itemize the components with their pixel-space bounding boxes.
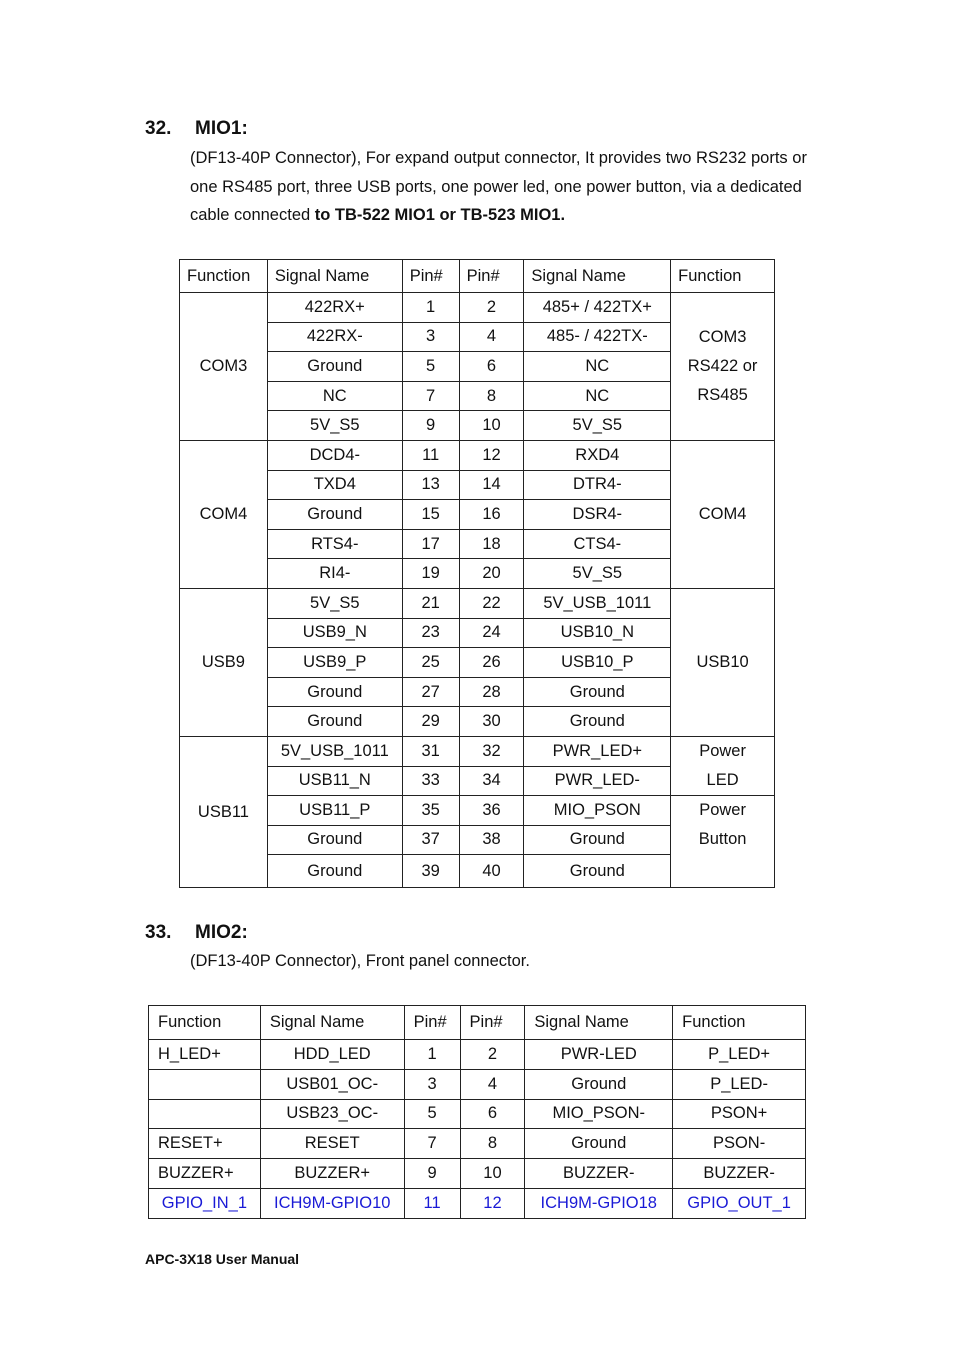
function-cell-line: USB10: [696, 652, 749, 671]
signal-name-cell: DTR4-: [524, 470, 671, 500]
power-led-function-cell: [671, 736, 775, 795]
pin-cell: 10: [459, 411, 524, 441]
function-cell: COM4: [180, 440, 268, 588]
signal-name-cell: 485- / 422TX-: [524, 322, 671, 352]
pin-cell: 7: [404, 1129, 460, 1159]
function-cell: BUZZER+: [149, 1159, 261, 1189]
signal-name-cell: MIO_PSON: [524, 796, 671, 826]
signal-name-cell: 5V_USB_1011: [524, 588, 671, 618]
description-text: (DF13-40P Connector), For expand output connector, It provides two RS232 ports or one RS485 port, three USB ports, one power led, one power button, via a dedicated cable connected: [190, 149, 807, 224]
pin-cell: 37: [402, 825, 459, 855]
pin-cell: 8: [459, 381, 524, 411]
pin-cell: 10: [460, 1159, 525, 1189]
pin-cell: 6: [460, 1099, 525, 1129]
power-led-function-cell-line: LED: [706, 771, 739, 789]
pin-cell: 3: [402, 322, 459, 352]
header-cell: Function: [671, 260, 775, 293]
signal-name-cell: PWR-LED: [525, 1040, 673, 1070]
header-cell: Pin#: [402, 260, 459, 293]
pin-cell: 36: [459, 796, 524, 826]
header-cell: Signal Name: [260, 1006, 404, 1040]
header-cell: Function: [673, 1006, 806, 1040]
pin-cell: 19: [402, 559, 459, 589]
signal-name-cell: Ground: [524, 677, 671, 707]
function-cell-line: RS485: [697, 385, 748, 404]
function-cell-line: RS422 or: [687, 356, 758, 375]
signal-name-cell: Ground: [524, 707, 671, 737]
table-row: [149, 1069, 806, 1099]
signal-name-cell: 5V_S5: [267, 588, 402, 618]
pin-cell: 40: [459, 855, 524, 888]
section-number: 32.: [145, 118, 172, 139]
pin-cell: 30: [459, 707, 524, 737]
signal-name-cell: Ground: [267, 855, 402, 888]
power-button-function-cell: [671, 796, 775, 888]
pin-cell: 20: [459, 559, 524, 589]
table-row: [149, 1159, 806, 1189]
signal-name-cell: Ground: [525, 1129, 673, 1159]
pin-cell: 38: [459, 825, 524, 855]
pin-cell: 11: [404, 1188, 460, 1218]
signal-name-cell: Ground: [267, 500, 402, 530]
signal-name-cell: USB11_P: [267, 796, 402, 826]
signal-name-cell: USB11_N: [267, 766, 402, 796]
section-33-description: (DF13-40P Connector), Front panel connector.: [190, 952, 530, 970]
signal-name-cell: USB9_P: [267, 648, 402, 678]
function-cell: [671, 588, 775, 736]
pin-cell: 31: [402, 736, 459, 766]
pin-cell: 15: [402, 500, 459, 530]
table-header-row: [149, 1006, 806, 1040]
pin-cell: 35: [402, 796, 459, 826]
table-row: [180, 293, 775, 323]
header-cell: Pin#: [460, 1006, 525, 1040]
pin-cell: 3: [404, 1069, 460, 1099]
function-cell: H_LED+: [149, 1040, 261, 1070]
pin-cell: 1: [404, 1040, 460, 1070]
table-header-row: [180, 260, 775, 293]
header-cell: Signal Name: [267, 260, 402, 293]
signal-name-cell: Ground: [524, 855, 671, 888]
function-cell-line: COM3: [698, 327, 747, 346]
signal-name-cell: RESET: [260, 1129, 404, 1159]
pin-cell: 11: [402, 440, 459, 470]
pin-cell: 23: [402, 618, 459, 648]
signal-name-cell: CTS4-: [524, 529, 671, 559]
signal-name-cell: USB10_N: [524, 618, 671, 648]
pin-cell: 25: [402, 648, 459, 678]
pin-cell: 33: [402, 766, 459, 796]
signal-name-cell: ICH9M-GPIO18: [525, 1188, 673, 1218]
pin-cell: 9: [402, 411, 459, 441]
function-cell: BUZZER-: [673, 1159, 806, 1189]
signal-name-cell: 422RX+: [267, 293, 402, 323]
pin-cell: 34: [459, 766, 524, 796]
function-cell: RESET+: [149, 1129, 261, 1159]
signal-name-cell: BUZZER+: [260, 1159, 404, 1189]
pin-cell: 24: [459, 618, 524, 648]
table-row: [180, 440, 775, 470]
function-cell: GPIO_OUT_1: [673, 1188, 806, 1218]
header-cell: Signal Name: [525, 1006, 673, 1040]
signal-name-cell: NC: [524, 381, 671, 411]
signal-name-cell: 5V_USB_1011: [267, 736, 402, 766]
table-row: [149, 1129, 806, 1159]
table-row-gpio: [149, 1188, 806, 1218]
table-row: [149, 1040, 806, 1070]
signal-name-cell: PWR_LED+: [524, 736, 671, 766]
header-cell: Pin#: [404, 1006, 460, 1040]
pin-cell: 26: [459, 648, 524, 678]
table-row: [149, 1099, 806, 1129]
table-row: [180, 736, 775, 766]
signal-name-cell: USB23_OC-: [260, 1099, 404, 1129]
signal-name-cell: RI4-: [267, 559, 402, 589]
pin-cell: 4: [460, 1069, 525, 1099]
signal-name-cell: 5V_S5: [267, 411, 402, 441]
function-cell: P_LED-: [673, 1069, 806, 1099]
power-led-function-cell-line: Power: [699, 742, 746, 760]
pin-cell: 29: [402, 707, 459, 737]
function-cell: USB11: [180, 736, 268, 887]
signal-name-cell: RTS4-: [267, 529, 402, 559]
power-button-function-cell-line: Power: [699, 801, 746, 820]
section-32-heading: [145, 118, 248, 140]
mio2-pin-table: [148, 1005, 806, 1219]
signal-name-cell: Ground: [524, 825, 671, 855]
pin-cell: 12: [459, 440, 524, 470]
pin-cell: 39: [402, 855, 459, 888]
signal-name-cell: 5V_S5: [524, 411, 671, 441]
section-32-description: [190, 144, 810, 230]
signal-name-cell: ICH9M-GPIO10: [260, 1188, 404, 1218]
pin-cell: 7: [402, 381, 459, 411]
signal-name-cell: NC: [524, 352, 671, 382]
signal-name-cell: PWR_LED-: [524, 766, 671, 796]
signal-name-cell: Ground: [525, 1069, 673, 1099]
signal-name-cell: 422RX-: [267, 322, 402, 352]
pin-cell: 16: [459, 500, 524, 530]
signal-name-cell: HDD_LED: [260, 1040, 404, 1070]
pin-cell: 6: [459, 352, 524, 382]
pin-cell: 4: [459, 322, 524, 352]
section-33-heading: [145, 922, 248, 944]
section-number: 33.: [145, 922, 172, 943]
pin-cell: 13: [402, 470, 459, 500]
section-title: MIO1:: [195, 118, 248, 139]
pin-cell: 32: [459, 736, 524, 766]
pin-cell: 8: [460, 1129, 525, 1159]
function-cell: COM3: [180, 293, 268, 441]
table-row: [180, 796, 775, 826]
signal-name-cell: Ground: [267, 707, 402, 737]
signal-name-cell: MIO_PSON-: [525, 1099, 673, 1129]
power-button-function-cell-line: Button: [698, 830, 747, 849]
signal-name-cell: USB01_OC-: [260, 1069, 404, 1099]
function-cell-line: COM4: [698, 504, 747, 523]
mio1-pin-table: [179, 259, 775, 888]
signal-name-cell: Ground: [267, 677, 402, 707]
signal-name-cell: 485+ / 422TX+: [524, 293, 671, 323]
function-cell: [671, 440, 775, 588]
function-cell: [149, 1099, 261, 1129]
pin-cell: 5: [402, 352, 459, 382]
function-cell: PSON+: [673, 1099, 806, 1129]
signal-name-cell: NC: [267, 381, 402, 411]
function-cell: GPIO_IN_1: [149, 1188, 261, 1218]
function-cell: PSON-: [673, 1129, 806, 1159]
signal-name-cell: Ground: [267, 352, 402, 382]
function-cell: [671, 293, 775, 441]
signal-name-cell: RXD4: [524, 440, 671, 470]
signal-name-cell: USB10_P: [524, 648, 671, 678]
pin-cell: 2: [459, 293, 524, 323]
pin-cell: 14: [459, 470, 524, 500]
signal-name-cell: TXD4: [267, 470, 402, 500]
signal-name-cell: BUZZER-: [525, 1159, 673, 1189]
header-cell: Pin#: [459, 260, 524, 293]
description-bold-text: to TB-522 MIO1 or TB-523 MIO1.: [314, 206, 566, 224]
table-row: [180, 588, 775, 618]
signal-name-cell: USB9_N: [267, 618, 402, 648]
pin-cell: 28: [459, 677, 524, 707]
header-cell: Signal Name: [524, 260, 671, 293]
signal-name-cell: 5V_S5: [524, 559, 671, 589]
signal-name-cell: DCD4-: [267, 440, 402, 470]
signal-name-cell: Ground: [267, 825, 402, 855]
pin-cell: 9: [404, 1159, 460, 1189]
function-cell: USB9: [180, 588, 268, 736]
section-title: MIO2:: [195, 922, 248, 943]
function-cell: P_LED+: [673, 1040, 806, 1070]
header-cell: Function: [180, 260, 268, 293]
function-cell: [149, 1069, 261, 1099]
pin-cell: 27: [402, 677, 459, 707]
footer-manual-title: APC-3X18 User Manual: [145, 1251, 300, 1267]
pin-cell: 2: [460, 1040, 525, 1070]
pin-cell: 22: [459, 588, 524, 618]
pin-cell: 1: [402, 293, 459, 323]
pin-cell: 21: [402, 588, 459, 618]
header-cell: Function: [149, 1006, 261, 1040]
pin-cell: 5: [404, 1099, 460, 1129]
pin-cell: 17: [402, 529, 459, 559]
signal-name-cell: DSR4-: [524, 500, 671, 530]
pin-cell: 12: [460, 1188, 525, 1218]
pin-cell: 18: [459, 529, 524, 559]
